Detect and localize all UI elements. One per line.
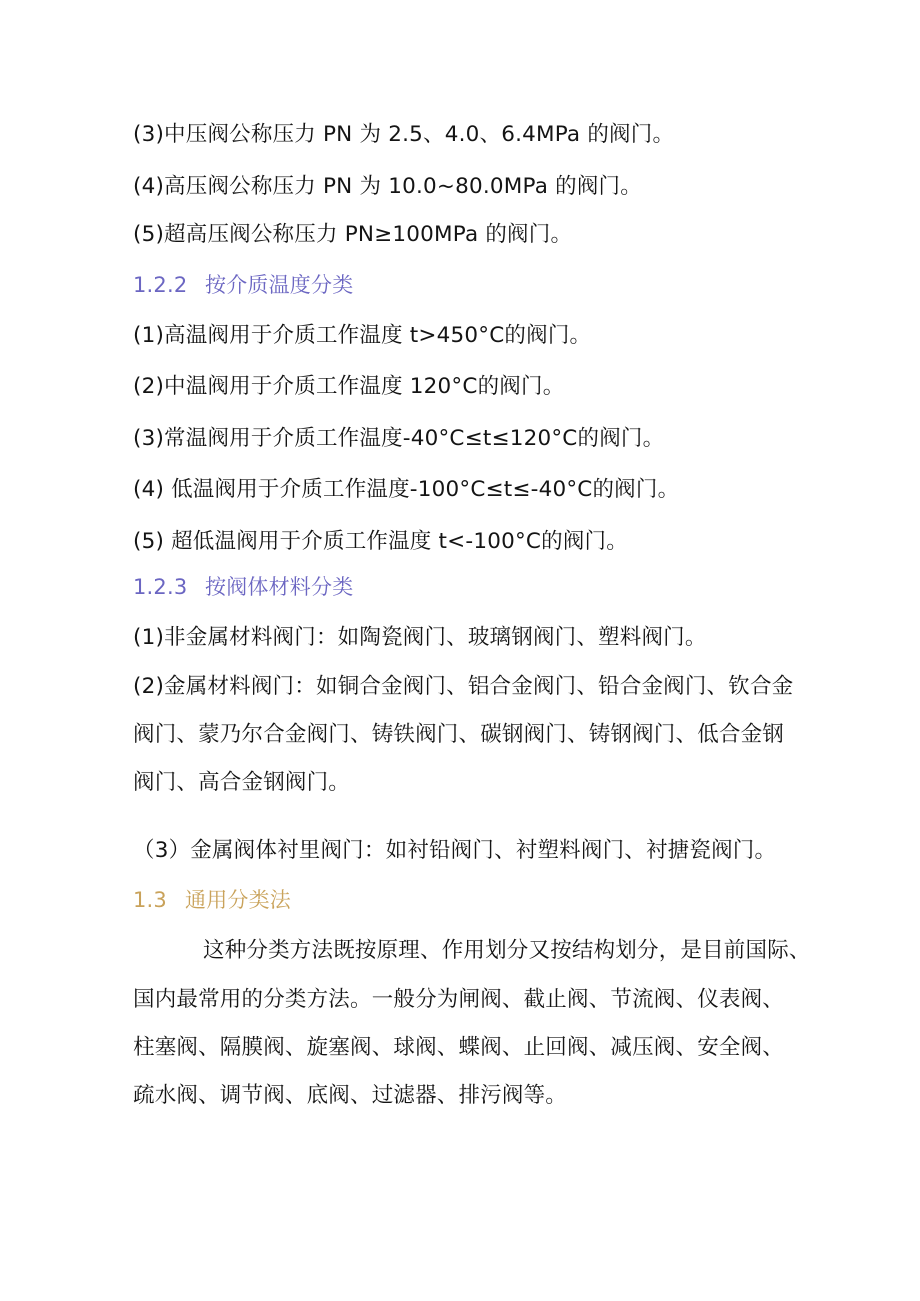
general-paragraph-line-4: 疏水阀、调节阀、底阀、过滤器、排污阀等。 xyxy=(133,1083,568,1108)
general-paragraph-line-2: 国内最常用的分类方法。一般分为闸阀、截止阀、节流阀、仪表阀、 xyxy=(133,987,785,1012)
section-title: 按阀体材料分类 xyxy=(205,575,354,599)
section-title: 按介质温度分类 xyxy=(205,273,354,297)
pressure-item-5: (5)超高压阀公称压力 PN≥100MPa 的阀门。 xyxy=(133,222,573,247)
section-number: 1.3 xyxy=(133,888,167,912)
general-paragraph-line-1: 这种分类方法既按原理、作用划分又按结构划分，是目前国际、 xyxy=(203,938,811,963)
pressure-item-4: (4)高压阀公称压力 PN 为 10.0~80.0MPa 的阀门。 xyxy=(133,174,642,199)
section-number: 1.2.2 xyxy=(133,273,188,297)
general-paragraph-line-3: 柱塞阀、隔膜阀、旋塞阀、球阀、蝶阀、止回阀、减压阀、安全阀、 xyxy=(133,1035,785,1060)
section-title: 通用分类法 xyxy=(185,888,291,912)
material-item-3: （3）金属阀体衬里阀门：如衬铅阀门、衬塑料阀门、衬搪瓷阀门。 xyxy=(133,838,777,863)
section-number: 1.2.3 xyxy=(133,575,188,599)
section-heading-general xyxy=(133,885,291,915)
temp-item-4: (4) 低温阀用于介质工作温度-100°C≤t≤-40°C的阀门。 xyxy=(133,477,680,502)
pressure-item-3: (3)中压阀公称压力 PN 为 2.5、4.0、6.4MPa 的阀门。 xyxy=(133,122,675,147)
temp-item-3: (3)常温阀用于介质工作温度-40°C≤t≤120°C的阀门。 xyxy=(133,426,665,451)
temp-item-2: (2)中温阀用于介质工作温度 120°C的阀门。 xyxy=(133,374,565,399)
temp-item-5: (5) 超低温阀用于介质工作温度 t<-100°C的阀门。 xyxy=(133,529,628,554)
material-item-2-line-3: 阀门、高合金钢阀门。 xyxy=(133,770,351,795)
section-heading-temperature xyxy=(133,270,353,300)
section-heading-material xyxy=(133,572,353,602)
material-item-1: (1)非金属材料阀门：如陶瓷阀门、玻璃钢阀门、塑料阀门。 xyxy=(133,625,707,650)
material-item-2-line-1: (2)金属材料阀门：如铜合金阀门、铝合金阀门、铅合金阀门、钦合金 xyxy=(133,674,794,699)
temp-item-1: (1)高温阀用于介质工作温度 t>450°C的阀门。 xyxy=(133,323,592,348)
material-item-2-line-2: 阀门、蒙乃尔合金阀门、铸铁阀门、碳钢阀门、铸钢阀门、低合金钢 xyxy=(133,722,785,747)
